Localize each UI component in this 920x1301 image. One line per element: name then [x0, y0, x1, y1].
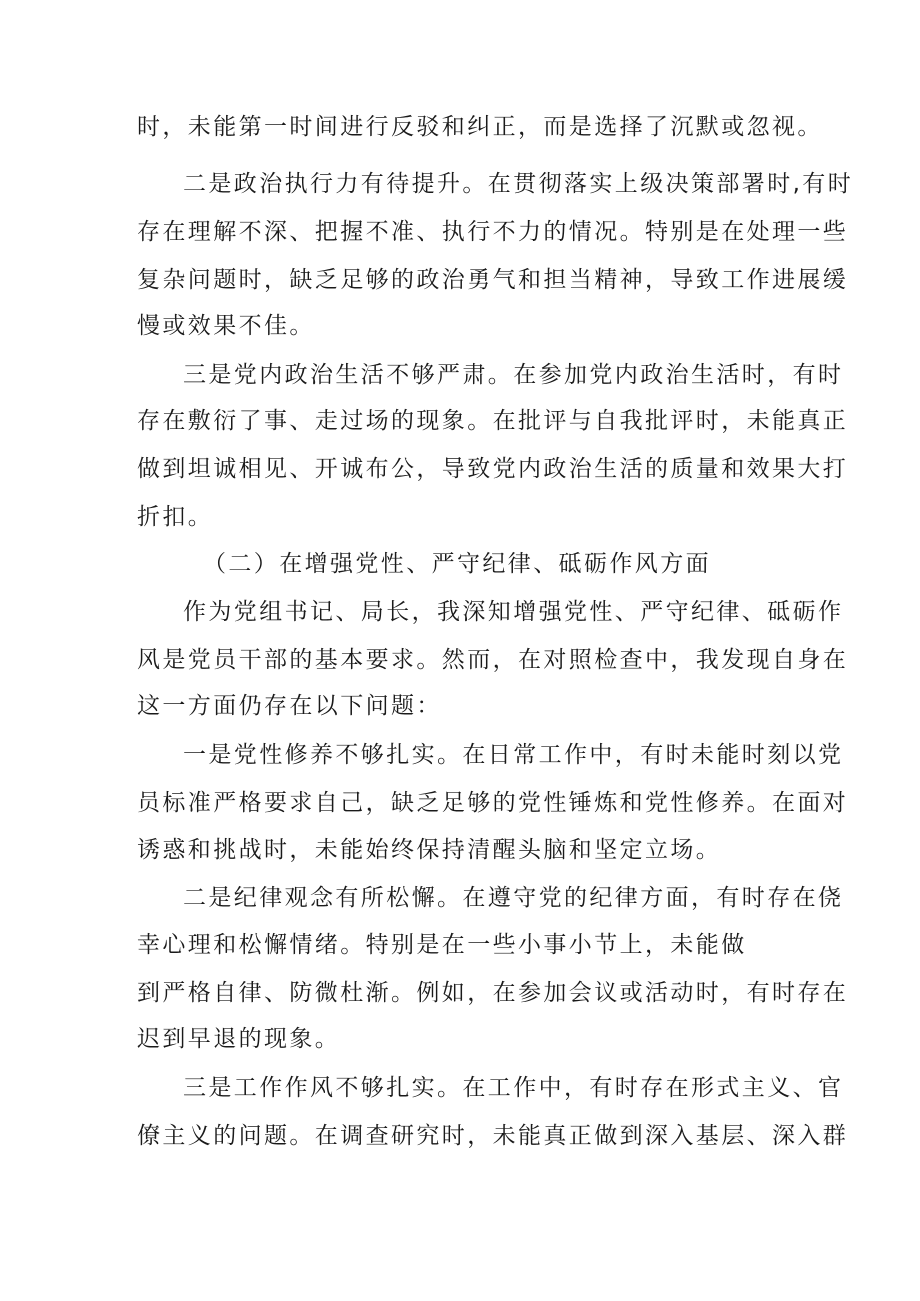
text-line: 复杂问题时，缺乏足够的政治勇气和担当精神，导致工作进展缓 — [137, 267, 849, 293]
text-line: 这一方面仍存在以下问题： — [137, 693, 442, 719]
text-line: 存在理解不深、把握不准、执行不力的情况。特别是在处理一些 — [137, 219, 849, 245]
text-line: 迟到早退的现象。 — [137, 1026, 341, 1052]
text-line: 存在敷衍了事、走过场的现象。在批评与自我批评时，未能真正 — [137, 408, 849, 434]
text-line: 诱惑和挑战时，未能始终保持清醒头脑和坚定立场。 — [137, 837, 722, 863]
text-line: 风是党员干部的基本要求。然而，在对照检查中，我发现自身在 — [137, 647, 849, 673]
paragraph-start-line: 二是纪律观念有所松懈。在遵守党的纪律方面，有时存在侥 — [183, 885, 844, 911]
text-line: 僚主义的问题。在调查研究时，未能真正做到深入基层、深入群 — [137, 1123, 849, 1149]
section-heading: （二）在增强党性、严守纪律、砥砺作风方面 — [203, 551, 711, 577]
paragraph-start-line: 三是工作作风不够扎实。在工作中，有时存在形式主义、官 — [183, 1075, 844, 1101]
text-line: 员标准严格要求自己，缺乏足够的党性锤炼和党性修养。在面对 — [137, 790, 849, 816]
text-line: 幸心理和松懈情绪。特别是在一些小事小节上，未能做 — [137, 932, 747, 958]
text-line: 到严格自律、防微杜渐。例如，在参加会议或活动时，有时存在 — [137, 980, 849, 1006]
text-line: 折扣。 — [137, 504, 214, 530]
text-line: 慢或效果不佳。 — [137, 313, 315, 339]
text-line: 做到坦诚相见、开诚布公，导致党内政治生活的质量和效果大打 — [137, 456, 849, 482]
paragraph-start-line: 三是党内政治生活不够严肃。在参加党内政治生活时，有时 — [183, 362, 844, 388]
paragraph-start-line: 一是党性修养不够扎实。在日常工作中，有时未能时刻以党 — [183, 742, 844, 768]
paragraph-start-line: 二是政治执行力有待提升。在贯彻落实上级决策部署时,有时 — [183, 171, 854, 197]
paragraph-start-line: 作为党组书记、局长，我深知增强党性、严守纪律、砥砺作 — [183, 599, 844, 625]
text-line: 时，未能第一时间进行反驳和纠正，而是选择了沉默或忽视。 — [137, 114, 823, 140]
